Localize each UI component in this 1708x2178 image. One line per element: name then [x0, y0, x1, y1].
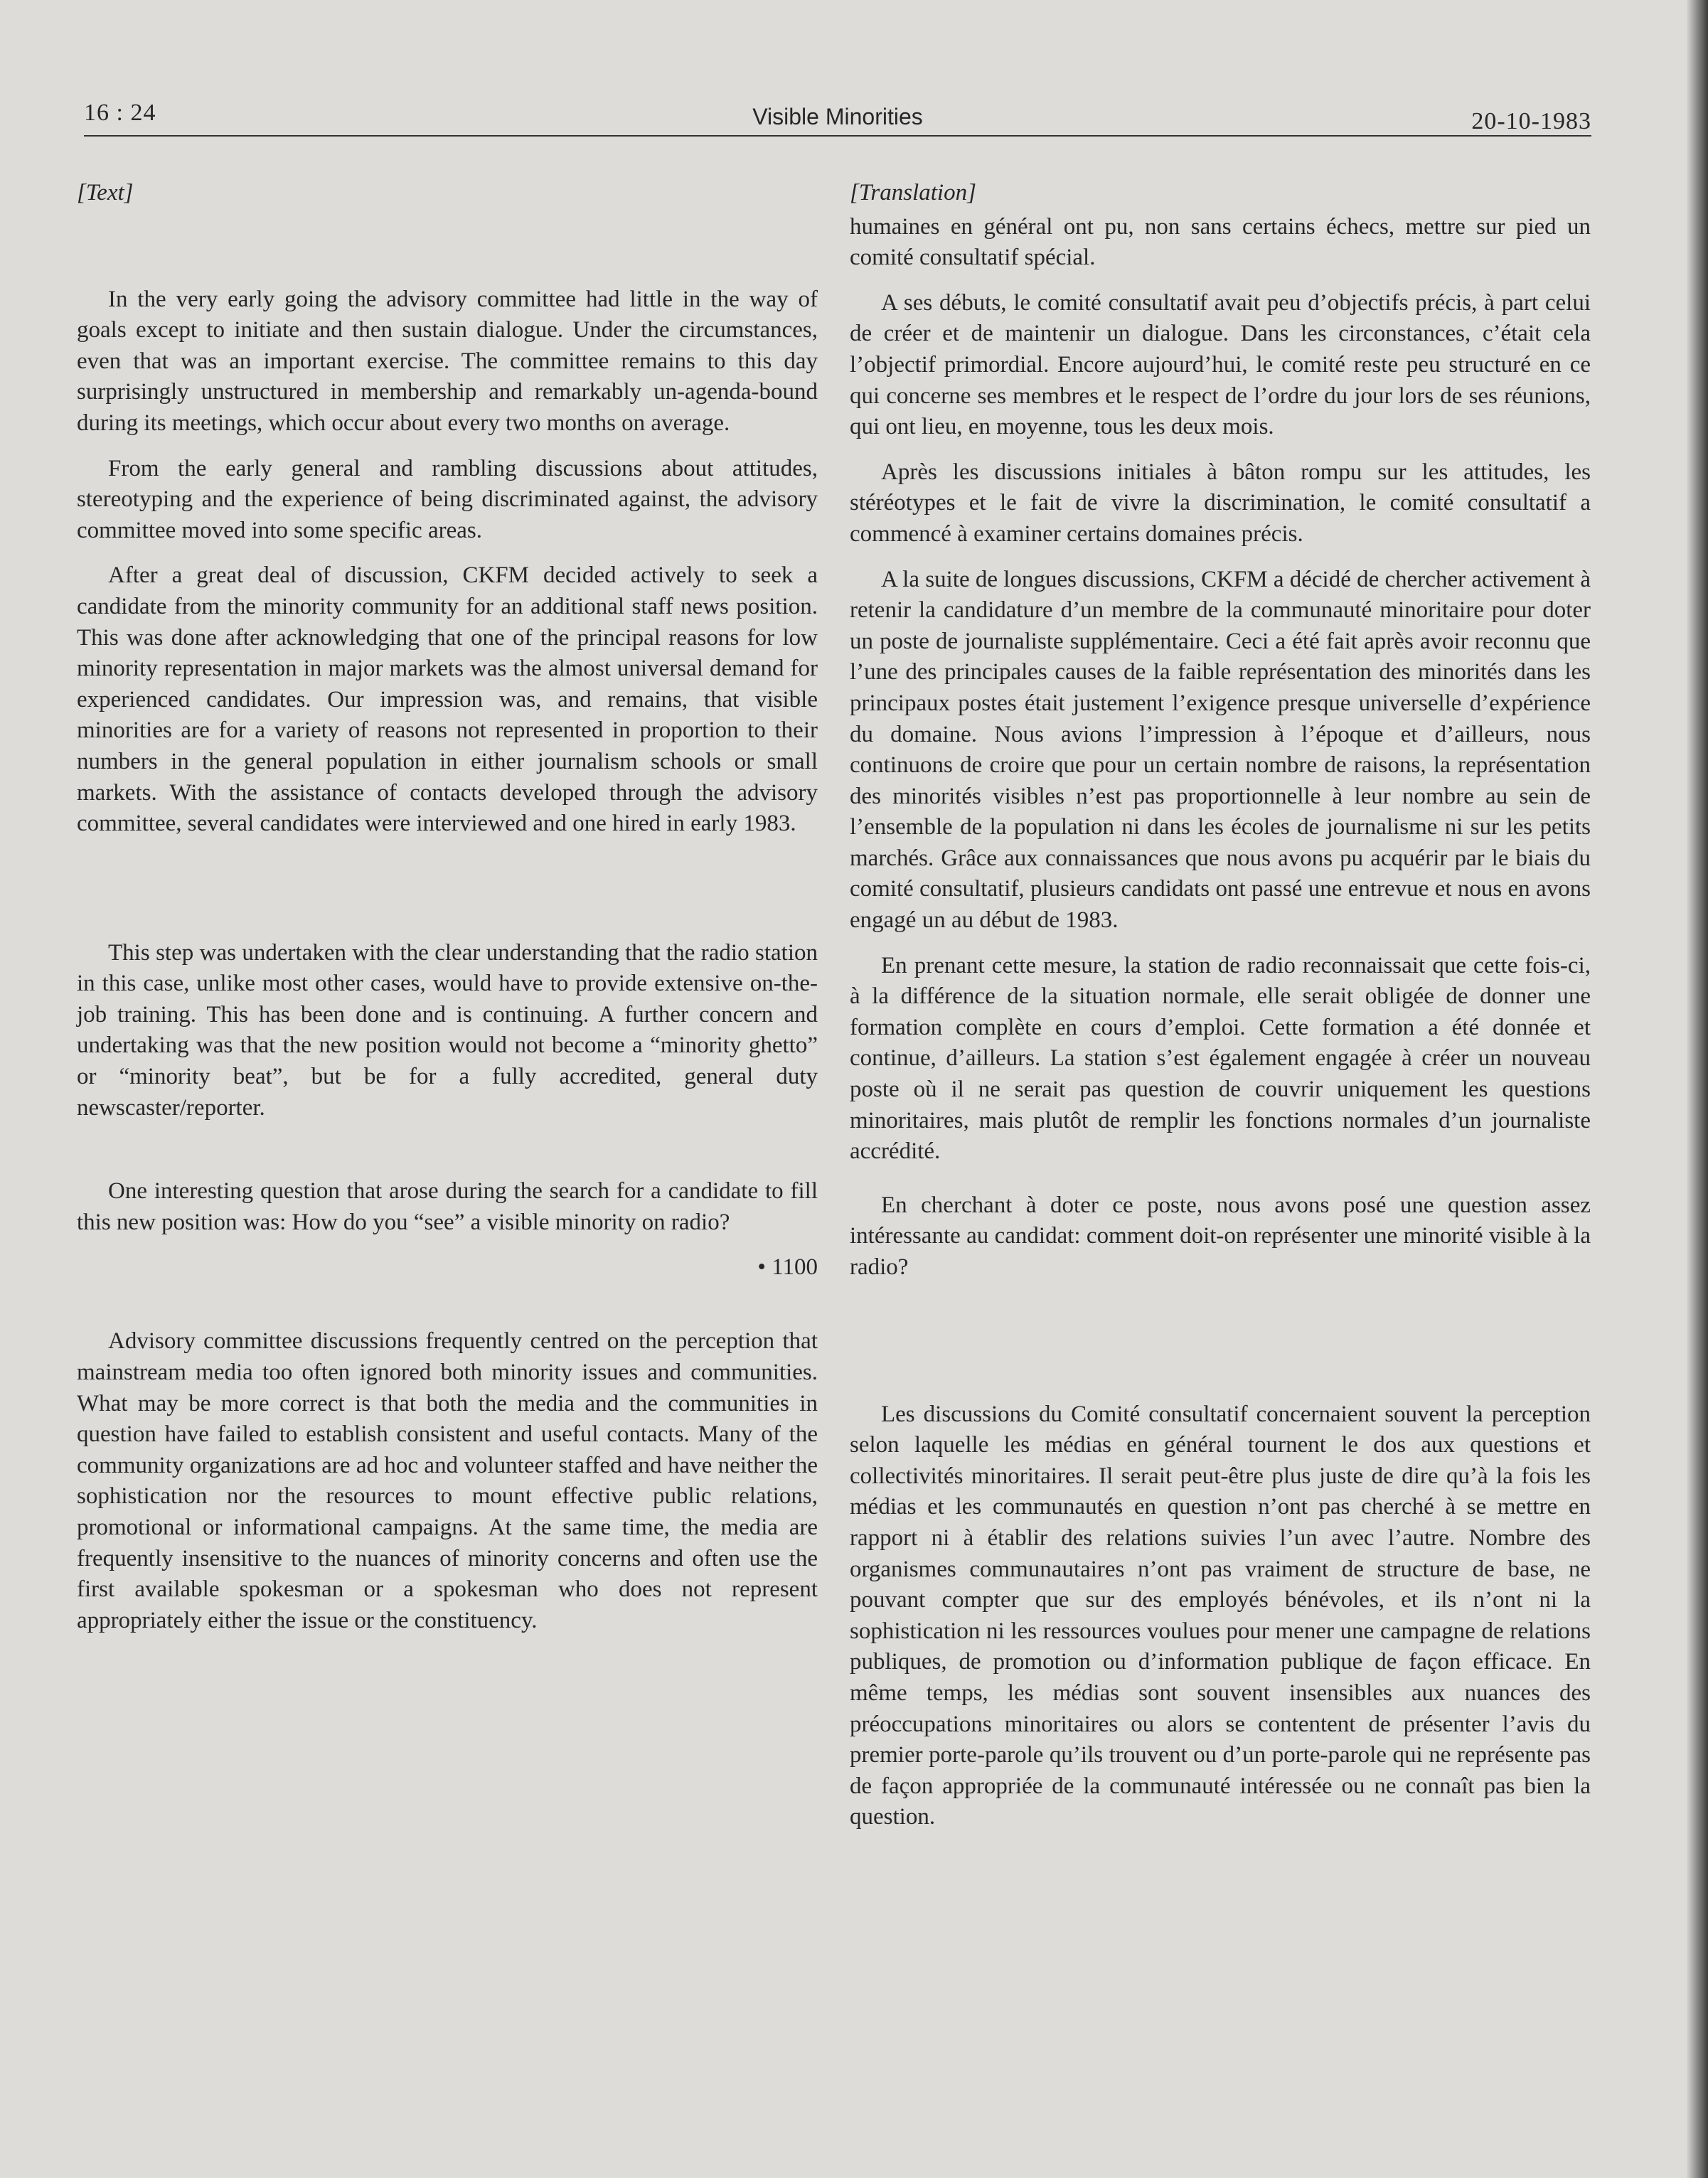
english-paragraph-3: After a great deal of discussion, CKFM decided actively to seek a candidate from the minority community for an additional staff news position. This was done after acknowledging that one of the principal reasons for low minority representation in major markets was the almost universal demand for experienced candidates. Our impression was, and remains, that visible minorities are for a variety of reasons not represented in proportion to their numbers in the general population in either journalism schools or small markets. With the assistance of contacts developed through the advisory committee, several candidates were interviewed and one hired in early 1983.	[77, 562, 818, 837]
french-paragraph-5: En prenant cette mesure, la station de radio reconnaissait que cette fois-ci, à la différence de la situation normale, elle serait obligée de donner une formation complète en cours d’emploi. Cette formation a été donnée et continue, d’ailleurs. La station s’est également engagée à créer un nouveau poste où il ne serait pas question de couvrir uniquement les questions minoritaires, mais plutôt de remplir les fonctions normales d’un journaliste accrédité.	[850, 952, 1591, 1165]
french-paragraph-1: humaines en général ont pu, non sans certains échecs, mettre sur pied un comité consultatif spécial.	[850, 213, 1591, 271]
english-paragraph-2: From the early general and rambling discussions about attitudes, stereotyping and the experience of being discriminated against, the advisory committee moved into some specific areas.	[77, 455, 818, 543]
english-paragraph-6: Advisory committee discussions frequently centred on the perception that mainstream media too often ignored both minority issues and communities. What may be more correct is that both the media and the communities in question have failed to establish consistent and useful contacts. Many of the community organizations are ad hoc and volunteer staffed and have neither the sophistication nor the resources to mount effective public relations, promotional or informational campaigns. At the same time, the media are frequently insensitive to the nuances of minority concerns and often use the first available spokesman or a spokesman who does not represent appropriately either the issue or the constituency.	[77, 1328, 818, 1633]
french-paragraph-6: En cherchant à doter ce poste, nous avons posé une question assez intéressante au candidat: comment doit-on représenter une minorité visible à la radio?	[850, 1192, 1591, 1280]
page-edge-shadow	[1687, 0, 1708, 2178]
english-paragraph-4: This step was undertaken with the clear understanding that the radio station in this case, unlike most other cases, would have to provide extensive on-the-job training. This has been done and is continuing. A further concern and undertaking was that the new position would not become a “minority ghetto” or “minority beat”, but be for a fully accredited, general duty newscaster/reporter.	[77, 939, 818, 1121]
english-paragraph-5: One interesting question that arose during the search for a candidate to fill this new position was: How do you “see” a visible minority on radio?	[77, 1178, 818, 1235]
header-date: 20-10-1983	[1471, 108, 1591, 134]
french-paragraph-3: Après les discussions initiales à bâton rompu sur les attitudes, les stéréotypes et le fait de vivre la discrimination, le comité consultatif a commencé à examiner certains domaines précis.	[850, 459, 1591, 547]
translation-label: [Translation]	[850, 180, 976, 205]
english-paragraph-1: In the very early going the advisory committee had little in the way of goals except to initiate and then sustain dialogue. Under the circumstances, even that was an important exercise. The committee remains to this day surprisingly unstructured in membership and remarkably un-agenda-bound during its meetings, which occur about every two months on average.	[77, 286, 818, 436]
french-paragraph-4: A la suite de longues discussions, CKFM a décidé de chercher activement à retenir la candidature d’un membre de la communauté minoritaire pour doter un poste de journaliste supplémentaire. Ceci a été fait après avoir reconnu que l’une des principales causes de la faible représentation des minorités dans les principaux postes était justement l’exigence presque universelle d’expérience du domaine. Nous avions l’impression à l’époque et d’ailleurs, nous continuons de croire que pour un certain nombre de raisons, la représentation des minorités visibles n’est pas proportionnelle à leur nombre au sein de l’ensemble de la population ni dans les écoles de journalisme ni sur les petits marchés. Grâce aux connaissances que nous avons pu acquérir par le biais du comité consultatif, plusieurs candidats ont passé une entrevue et nous en avons engagé un au début de 1983.	[850, 566, 1591, 934]
header-rule	[84, 135, 1591, 137]
english-column	[77, 167, 818, 1650]
running-title: Visible Minorities	[752, 104, 923, 129]
text-label: [Text]	[77, 180, 134, 205]
page-number: 16 : 24	[84, 100, 156, 126]
french-paragraph-2: A ses débuts, le comité consultatif avait peu d’objectifs précis, à part celui de créer et de maintenir un dialogue. Dans les circonstances, c’était cela l’objectif primordial. Encore aujourd’hui, le comité reste peu structuré en ce qui concerne ses membres et le respect de l’ordre du jour lors de ses réunions, qui ont lieu, en moyenne, tous les deux mois.	[850, 289, 1591, 440]
french-paragraph-7: Les discussions du Comité consultatif concernaient souvent la perception selon laquelle les médias en général tournent le dos aux questions et collectivités minoritaires. Il serait peut-être plus juste de dire qu’à la fois les médias et les communautés en question n’ont pas cherché à se mettre en rapport ni à établir des relations suivies l’un avec l’autre. Nombre des organismes communautaires n’ont pas vraiment de structure de base, ne pouvant compter que sur des employés bénévoles, et ils n’ont ni la sophistication ni les ressources voulues pour mener une campagne de relations publiques, de promotion ou d’information publique de façon efficace. En même temps, les médias sont souvent insensibles aux nuances des préoccupations minoritaires ou alors se contentent de présenter l’avis du premier porte-parole qu’ils trouvent ou d’un porte-parole qui ne représente pas de façon appropriée de la communauté intéressée ou ne connaît pas bien la question.	[850, 1401, 1591, 1830]
french-column	[850, 167, 1591, 1847]
time-marker: • 1100	[757, 1254, 818, 1281]
